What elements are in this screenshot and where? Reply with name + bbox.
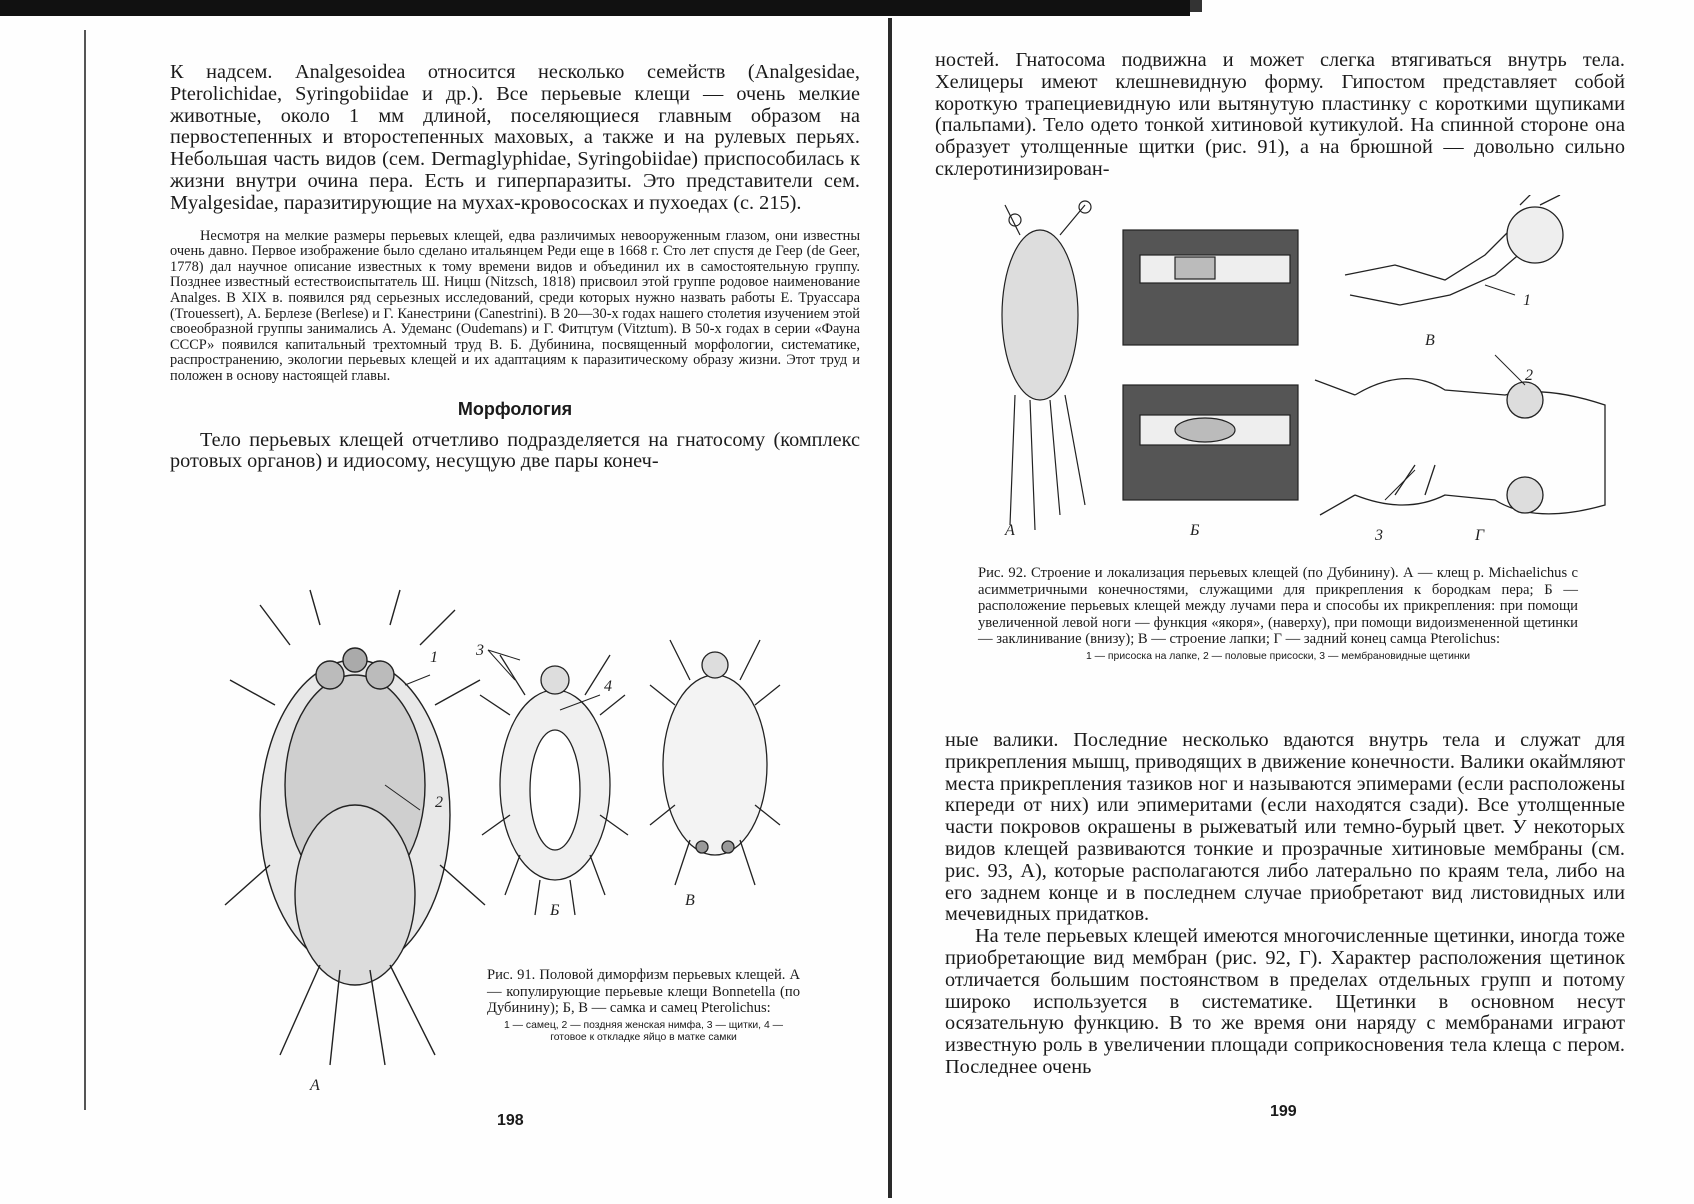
fig91-num-2: 2 (435, 794, 443, 811)
fig92-num-1: 1 (1523, 292, 1531, 309)
figure-92 (975, 195, 1625, 550)
fig92-label-v: В (1425, 332, 1435, 349)
fig91-num-3: 3 (476, 642, 484, 659)
figure-92-labels (975, 195, 1625, 550)
right-paragraph-2: ные валики. Последние несколько вдаются внутрь тела и служат для прикрепления мышц, приводящих в движение конечности. Валики окаймляют места прикрепления тазиков ног и называются эпимерами (если расположены кпереди от них) или эпимеритами (если находятся сзади). Все утолщенные части покровов окрашены в рыжеватый или темно-бурый цвет. У некоторых видов клещей развиваются тонкие и прозрачные хитиновые мембраны (см. рис. 93, А), которые располагаются либо латерально по краям тела, либо на его заднем конце и в последнем случае приобретают вид листовидных или мечевидных придатков. (945, 729, 1625, 926)
fig91-label-v: В (685, 892, 695, 909)
figure-92-legend: 1 — присоска на лапке, 2 — половые присоски, 3 — мембрановидные щетинки (1085, 650, 1470, 662)
figure-91-legend: 1 — самец, 2 — поздняя женская нимфа, 3 — щитки, 4 — готовое к откладке яйцо в матке самки (503, 1019, 784, 1043)
left-small-paragraph: Несмотря на мелкие размеры перьевых клещей, едва различимых невооруженным глазом, они известны очень давно. Первое изображение было сделано итальянцем Реди еще в 1668 г. Сто лет спустя де Геер (de Geer, 1778) дал научное описание известных к тому времени видов и объединил их в самостоятельную группу. Позднее известный естествоиспытатель Ш. Ницш (Nitzsch, 1818) присвоил этой группе родовое наименование Analges. В XIX в. появился ряд серьезных исследований, среди которых нужно назвать работы Е. Труассара (Trouessert), А. Берлезе (Berlese) и Г. Канестрини (Canestrini). В 20—30-х годах нашего столетия изучением этой своеобразной группы занимались А. Удеманс (Oudemans) и Г. Фитцтум (Vitztum). В 50-х годах в серии «Фауна СССР» появился капитальный трехтомный труд В. Б. Дубинина, посвященный морфологии, систематике, распространению, экологии перьевых клещей и их адаптациям к паразитическому образу жизни. Этот труд и положен в основу настоящей главы. (170, 227, 860, 384)
fig91-label-b: Б (550, 902, 560, 919)
fig92-num-2: 2 (1525, 367, 1533, 384)
left-page-edge (84, 30, 86, 1110)
scan-top-border-tail (1190, 0, 1202, 12)
fig92-label-g: Г (1475, 527, 1485, 544)
right-paragraph-1: ностей. Гнатосома подвижна и может слегка втягиваться внутрь тела. Хелицеры имеют клешневидную форму. Гипостом представляет собой короткую трапециевидную или вытянутую пластинку с короткими щупиками (пальпами). Тело одето тонкой хитиновой кутикулой. На спинной стороне она образует утолщенные щитки (рис. 91), а на брюшной — довольно сильно склеротинизирован- (935, 49, 1625, 180)
right-page-number: 199 (1270, 1103, 1297, 1120)
right-page (935, 50, 1625, 181)
figure-92-caption-text: Рис. 92. Строение и локализация перьевых клещей (по Дубинину). А — клещ р. Michaelichus с асимметричными конечностями, служащими для прикрепления к бородкам пера; Б — расположение перьевых клещей между лучами пера и способы их прикрепления: при помощи увеличенной левой ноги — функция «якоря», (наверху), при помощи видоизмененной щетинки — заклинивание (внизу); В — строение лапки; Г — задний конец самца Pterolichus: (978, 565, 1578, 647)
fig91-num-1: 1 (430, 649, 438, 666)
fig91-num-4: 4 (604, 678, 612, 695)
right-page-lower (945, 730, 1625, 1079)
left-paragraph-2: Тело перьевых клещей отчетливо подразделяется на гнатосому (комплекс ротовых органов) и идиосому, несущую две пары конеч- (170, 428, 860, 473)
fig92-label-b: Б (1190, 522, 1200, 539)
left-page (170, 50, 860, 473)
left-paragraph-1: К надсем. Analgesoidea относится несколько семейств (Analgesidae, Pterolichidae, Syringobiidae и др.). Все перьевые клещи — очень мелкие животные, около 1 мм длиной, поселяющиеся главным образом на первостепенных и второстепенных маховых, а также и на рулевых перьях. Небольшая часть видов (сем. Dermaglyphidae, Syringobiidae) приспособилась к жизни внутри очина пера. Есть и гиперпаразиты. Это представители сем. Myalgesidae, паразитирующие на мухах-кровососках и пухоедах (с. 215). (170, 61, 860, 214)
left-page-number: 198 (497, 1112, 524, 1129)
fig91-label-a: А (310, 1077, 320, 1094)
fig92-label-a: А (1005, 522, 1015, 539)
figure-91-caption-text: Рис. 91. Половой диморфизм перьевых клещей. А — копулирующие перьевые клещи Bonnetella (по Дубинину); Б, В — самка и самец Pterolichus: (487, 967, 800, 1016)
figure-91-caption (487, 967, 800, 1044)
book-gutter (888, 18, 892, 1198)
right-paragraph-3: На теле перьевых клещей имеются многочисленные щетинки, иногда тоже приобретающие вид мембран (рис. 92, Г). Характер расположения щетинок отличается большим постоянством в пределах отдельных групп и потому широко используется в систематике. Щетинки в основном несут осязательную функцию. В то же время они наряду с мембранами играют известную роль в увеличении площади соприкосновения тела клеща с пером. Последнее очень (945, 925, 1625, 1078)
scan-top-border (0, 0, 1190, 16)
figure-92-caption (978, 565, 1578, 663)
fig92-num-3: 3 (1375, 527, 1383, 544)
section-heading-morphology: Морфология (457, 398, 573, 419)
